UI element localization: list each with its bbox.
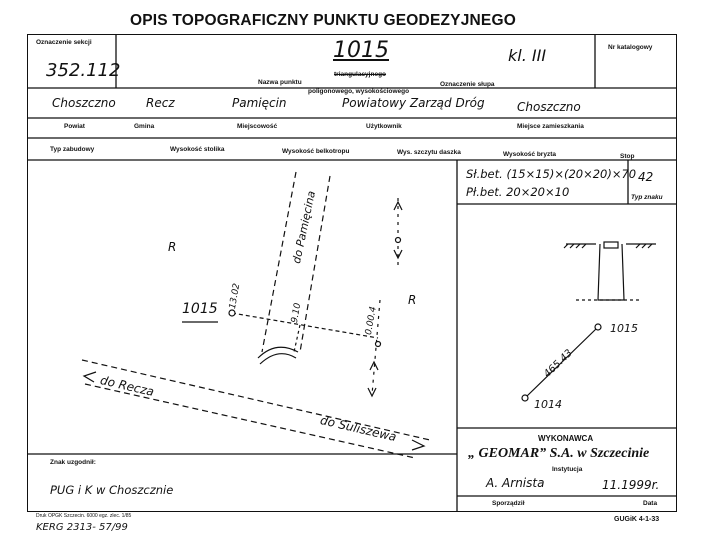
print-note: Druk OPGK Szczecin. 6000 egz. zlec. 1/85: [36, 513, 132, 519]
point-kind-1: triangulacyjnego: [334, 71, 387, 78]
form-code: GUGiK 4-1-33: [614, 516, 660, 523]
label-miejscowosc: Miejscowość: [237, 123, 278, 130]
date-label: Data: [643, 500, 658, 507]
executor-date: 11.1999r.: [602, 478, 660, 492]
reference-distance: 465.43: [542, 347, 575, 380]
label-bryla: Wysokość bryzta: [503, 151, 556, 158]
sketch-dist-1: 13.02: [228, 282, 243, 310]
label-daszek: Wys. szczytu daszka: [397, 149, 461, 156]
sketch-dist-2: 9.10: [290, 302, 304, 324]
institution-label: Instytucja: [552, 466, 583, 473]
sketch-dist-3: 0.00.4: [364, 305, 379, 336]
sketch-road-pamiecin: do Pamięcina: [290, 189, 319, 265]
reference-point-a: 1015: [610, 322, 638, 335]
marker-line-2: Pł.bet. 20×20×10: [466, 185, 570, 199]
sketch-road-suliszewo: do Suliszewa: [318, 413, 398, 445]
label-stop: Stop: [620, 153, 635, 160]
kerg-number: KERG 2313- 57/99: [36, 522, 128, 533]
agreed-value: PUG i K w Choszcznie: [50, 483, 174, 497]
section-label: Oznaczenie sekcji: [36, 39, 92, 46]
agreed-label: Znak uzgodnił:: [50, 459, 96, 466]
label-typ-zabudowy: Typ zabudowy: [50, 146, 95, 153]
value-miejscowosc: Pamięcin: [232, 96, 287, 110]
point-kind-2: poligonowego, wysokościowego: [308, 88, 410, 95]
marker-type-value: 42: [638, 170, 654, 184]
label-miejsce: Miejsce zamieszkania: [517, 123, 584, 130]
point-class: kl. III: [508, 46, 547, 65]
sketch-land-right: R: [408, 293, 417, 307]
label-uzytkownik: Użytkownik: [366, 123, 402, 130]
author-label: Sporządził: [492, 500, 525, 507]
value-uzytkownik: Powiatowy Zarząd Dróg: [342, 96, 485, 110]
sketch-road-recz: do Recza: [98, 373, 156, 399]
label-powiat: Powiat: [64, 123, 85, 130]
catalog-label: Nr katalogowy: [608, 44, 653, 51]
sketch-land-left: R: [168, 240, 177, 254]
author-name: A. Arnista: [486, 476, 545, 490]
point-number: 1015: [333, 38, 389, 63]
executor-label: WYKONAWCA: [538, 434, 594, 443]
marker-cross-section: [564, 242, 656, 300]
label-belkotrop: Wysokość belkotropu: [282, 148, 350, 155]
marker-type-label: Typ znaku: [631, 194, 663, 201]
sketch-point-label: 1015: [182, 301, 218, 317]
label-gmina: Gmina: [134, 123, 155, 130]
point-name-label: Nazwa punktu: [258, 79, 302, 86]
label-wysokosc-stolika: Wysokość stolika: [170, 146, 225, 153]
value-powiat: Choszczno: [52, 96, 116, 110]
value-gmina: Recz: [146, 96, 175, 110]
document-title: OPIS TOPOGRAFICZNY PUNKTU GEODEZYJNEGO: [130, 12, 516, 29]
reference-point-b: 1014: [534, 398, 562, 411]
executor-name: „ GEOMAR” S.A. w Szczecinie: [468, 446, 650, 461]
marker-line-1: Sł.bet. (15×15)×(20×20)×70: [466, 167, 637, 181]
pillar-label: Oznaczenie słupa: [440, 81, 495, 88]
section-value: 352.112: [46, 60, 121, 81]
value-miejsce: Choszczno: [517, 100, 581, 114]
